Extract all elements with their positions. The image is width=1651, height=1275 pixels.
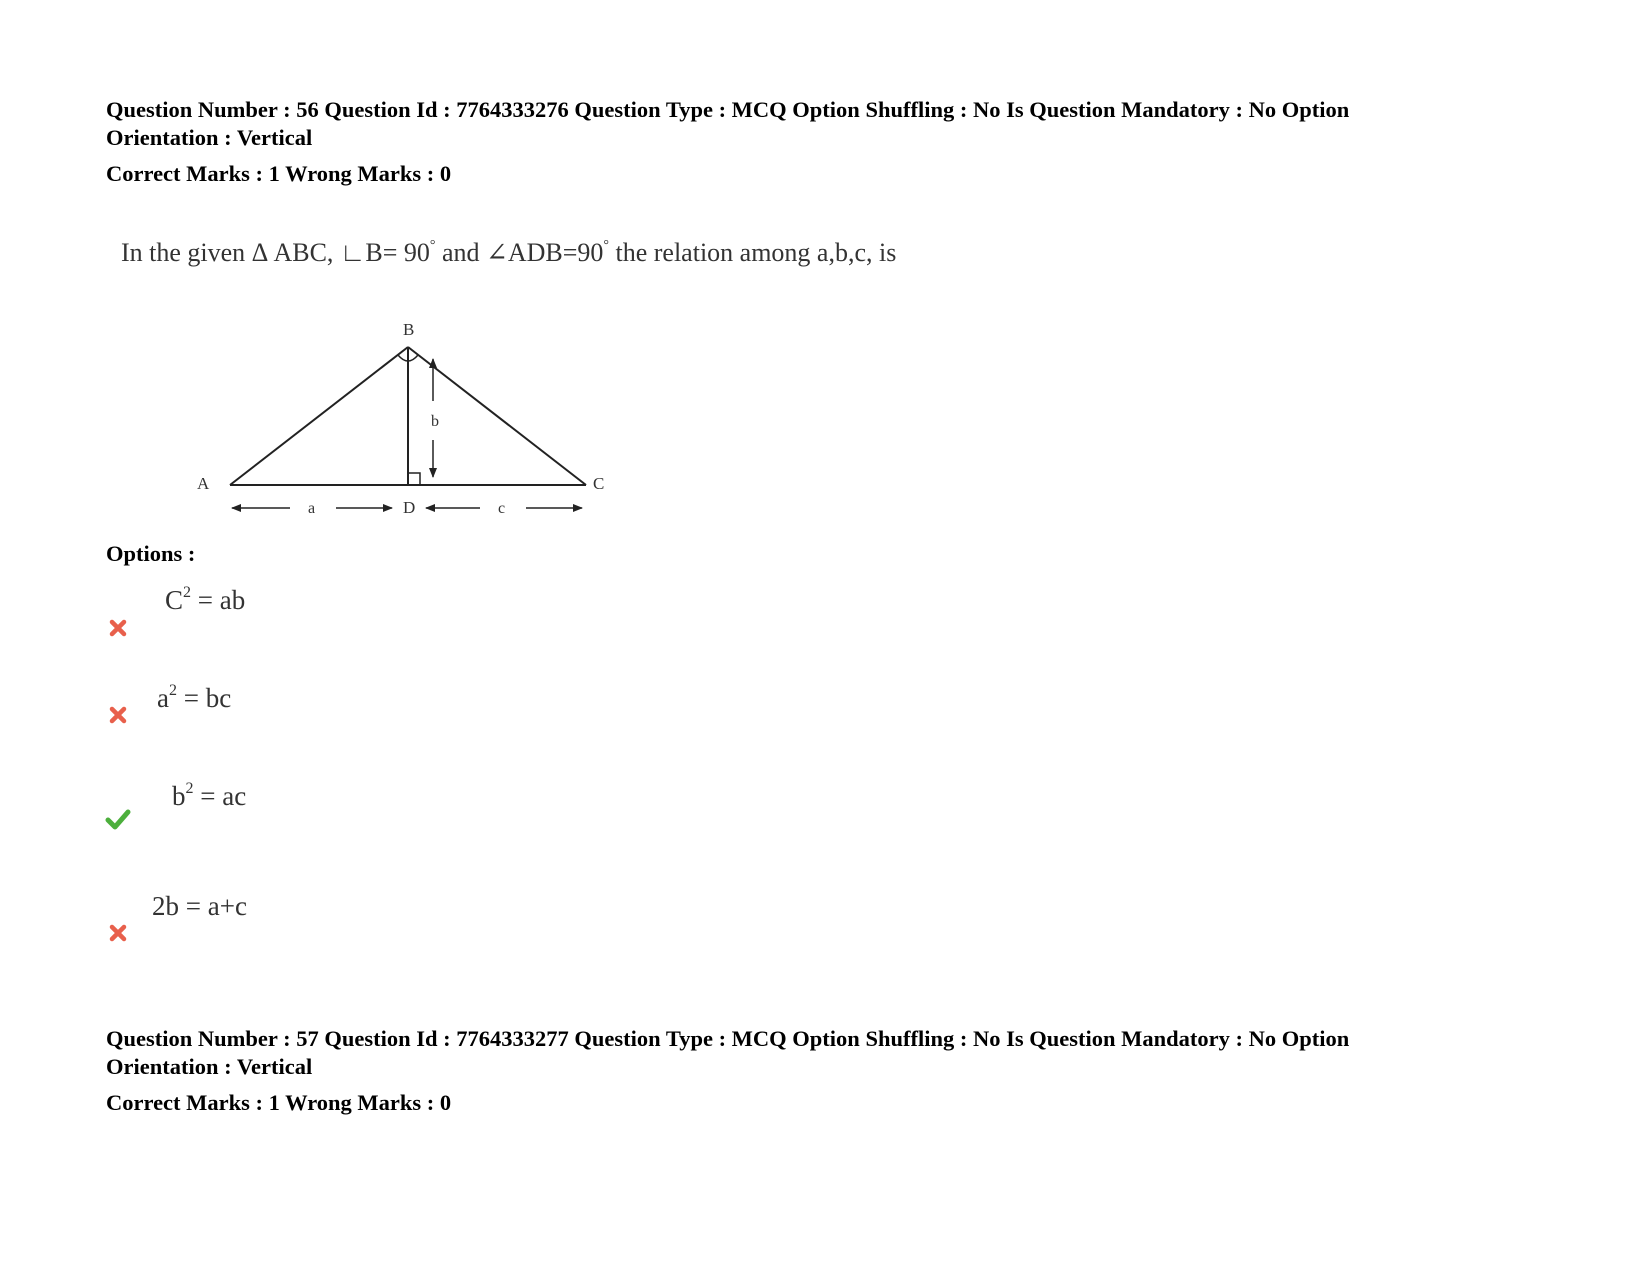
option-exp: 2 (168, 682, 177, 699)
option-exp: 2 (183, 584, 192, 601)
degree-sign: ° (429, 238, 436, 253)
label-c-vertex: C (593, 474, 605, 493)
option-rest: = ac (193, 781, 247, 811)
question-56-marks: Correct Marks : 1 Wrong Marks : 0 (106, 161, 452, 186)
option-base: C (165, 585, 184, 615)
question-text (121, 238, 896, 268)
question-57-meta (106, 1025, 1526, 1081)
label-a-length: a (308, 500, 316, 517)
question-meta-line: Question Number : 57 Question Id : 7764333277 Question Type : MCQ Option Shuffling : No Is Question Mandatory : No Option (106, 1026, 1350, 1051)
question-meta-orientation: Orientation : Vertical (106, 125, 313, 150)
cross-icon (107, 704, 129, 726)
cross-icon (107, 617, 129, 639)
option-base: 2b = a+c (152, 891, 247, 921)
right-angle-d (408, 473, 420, 485)
option-3[interactable] (172, 780, 246, 812)
triangle-figure (190, 315, 610, 525)
label-b-vertex: B (403, 320, 415, 339)
question-text-part1: In the given Δ ABC, ∟B= 90 (121, 238, 430, 267)
cross-icon (107, 922, 129, 944)
degree-sign: ° (603, 238, 609, 253)
option-rest: = bc (176, 683, 232, 713)
option-base: a (157, 683, 169, 713)
question-text-part2: and ∠ADB=90 (435, 238, 604, 267)
side-ab (230, 347, 408, 485)
label-b-length: b (431, 413, 439, 430)
option-4[interactable] (152, 890, 247, 922)
option-base: b (172, 781, 186, 811)
check-icon (105, 807, 131, 831)
label-d-vertex: D (403, 498, 416, 517)
question-56-meta (106, 96, 1526, 152)
option-exp: 2 (185, 780, 194, 797)
option-1[interactable] (165, 584, 245, 616)
options-label: Options : (106, 541, 196, 566)
question-57-marks: Correct Marks : 1 Wrong Marks : 0 (106, 1090, 452, 1115)
label-a-vertex: A (197, 474, 210, 493)
label-c-length: c (498, 500, 506, 517)
question-text-part3: the relation among a,b,c, is (609, 238, 897, 267)
question-meta-orientation: Orientation : Vertical (106, 1054, 313, 1079)
option-2[interactable] (157, 682, 231, 714)
question-meta-line: Question Number : 56 Question Id : 7764333276 Question Type : MCQ Option Shuffling : No Is Question Mandatory : No Option (106, 97, 1350, 122)
option-rest: = ab (191, 585, 246, 615)
